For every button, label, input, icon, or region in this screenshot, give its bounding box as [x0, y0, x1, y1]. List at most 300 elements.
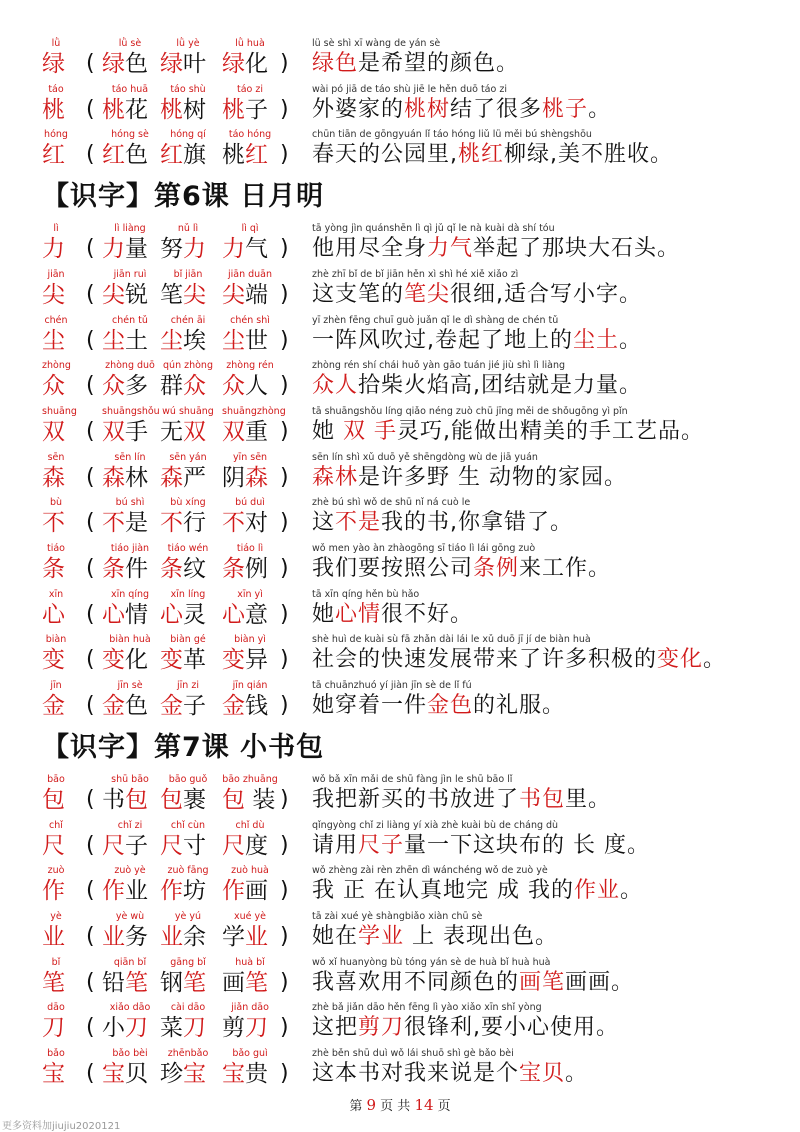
close-paren: )	[280, 510, 289, 536]
word-text	[222, 600, 268, 630]
sentence-text: 我们要按照公司	[312, 556, 474, 581]
word-char: 树	[183, 96, 206, 123]
sentence-text: 是希望的颜色。	[358, 51, 520, 76]
main-character: 红	[42, 142, 65, 169]
word-pinyin: cài dāo	[170, 1002, 206, 1014]
word-char: 刀	[125, 1015, 148, 1042]
word-pinyin: gāng bǐ	[170, 956, 206, 968]
word-char: 情	[125, 601, 148, 628]
char-pinyin: táo	[48, 83, 64, 95]
sentence-highlight: 双 手	[343, 418, 397, 444]
word-char: 林	[125, 464, 148, 491]
word-text	[102, 417, 148, 447]
vocab-row	[0, 267, 800, 311]
word-pinyin: bù xíng	[170, 497, 206, 509]
sentence-highlight: 学业	[358, 923, 405, 949]
word-char: 红	[102, 142, 125, 169]
word-char: 件	[125, 556, 148, 582]
sentence-text: 。	[619, 327, 643, 353]
sentence-pinyin: tā zài xué yè shàngbiǎo xiàn chū sè	[312, 910, 483, 922]
sentence-text: 她	[312, 601, 336, 627]
word-pinyin: chǐ cùn	[170, 819, 206, 831]
sentence-text: 我把新买的书放进了	[312, 786, 520, 812]
open-paren: (	[86, 236, 95, 262]
word-text	[222, 831, 268, 861]
word-char: 阴	[222, 464, 245, 491]
sentence-text: 春天的公园里,	[312, 142, 458, 168]
vocab-row	[0, 541, 800, 585]
word-text	[222, 49, 268, 79]
word-pinyin: yè yú	[174, 910, 202, 922]
example-sentence	[312, 831, 792, 861]
word-pinyin: lǜ sè	[118, 38, 142, 49]
sentence-pinyin: tā chuānzhuó yí jiàn jīn sè de lǐ fú	[312, 680, 472, 692]
word-char: 剪	[222, 1015, 245, 1042]
word-pinyin: sēn lín	[114, 451, 146, 463]
sentence-pinyin: wài pó jiā de táo shù jiē le hěn duō táo zi	[312, 83, 507, 95]
sentence-highlight: 桃树	[404, 96, 451, 122]
word-text	[102, 968, 148, 998]
close-paren: )	[280, 142, 289, 168]
open-paren: (	[86, 832, 95, 858]
main-character: 众	[42, 373, 65, 400]
sentence-highlight: 桃红	[458, 142, 505, 168]
example-sentence	[312, 1059, 792, 1089]
word-text	[102, 554, 148, 584]
word-pinyin: bǐ jiān	[173, 268, 203, 280]
word-char: 条	[102, 556, 125, 582]
word-pinyin: yè wù	[115, 910, 145, 922]
word-text	[102, 508, 148, 538]
word-pinyin: táo shù	[170, 83, 206, 95]
main-character: 心	[42, 601, 65, 628]
char-pinyin: bǐ	[51, 956, 61, 968]
example-sentence	[312, 280, 792, 310]
char-pinyin: lǜ	[51, 38, 61, 49]
word-text	[160, 968, 206, 998]
word-char: 变	[160, 647, 183, 674]
close-paren: )	[280, 878, 289, 904]
char-pinyin: zhòng	[42, 360, 71, 372]
main-character: 力	[42, 236, 65, 263]
word-pinyin: bú duì	[235, 497, 265, 509]
word-char: 红	[160, 142, 183, 169]
word-char: 宝	[102, 1061, 125, 1087]
open-paren: (	[86, 51, 95, 76]
word-char: 森	[102, 464, 125, 491]
word-text	[160, 371, 206, 401]
char-pinyin: lì	[53, 223, 59, 235]
word-text	[160, 417, 206, 447]
open-paren: (	[86, 647, 95, 673]
word-text	[222, 280, 268, 310]
word-char: 装	[252, 786, 276, 813]
char-pinyin: bù	[49, 497, 63, 509]
word-char: 绿	[222, 51, 245, 77]
word-char: 坊	[183, 878, 206, 905]
word-char: 尘	[102, 327, 125, 354]
word-char: 无	[160, 418, 183, 445]
main-character: 宝	[42, 1061, 65, 1087]
open-paren: (	[86, 373, 95, 399]
word-text	[222, 371, 268, 401]
char-pinyin: jiān	[47, 268, 65, 280]
vocab-row	[0, 404, 800, 448]
word-pinyin: sēn yán	[169, 451, 207, 463]
word-char: 色	[125, 51, 148, 77]
word-pinyin: xué yè	[234, 910, 266, 922]
example-sentence	[312, 508, 792, 538]
word-pinyin: zuò yè	[114, 865, 146, 877]
example-sentence	[312, 463, 792, 493]
sentence-text: 请用	[312, 832, 359, 858]
sentence-highlight: 不是	[335, 510, 382, 536]
sentence-text: 他用尽全身	[312, 236, 428, 262]
example-sentence	[312, 234, 792, 264]
word-char: 色	[125, 142, 148, 169]
close-paren: )	[280, 601, 289, 627]
sentence-text: 很锋利,要小心使用。	[404, 1015, 620, 1041]
vocab-row	[0, 127, 800, 171]
word-char: 森	[160, 464, 183, 491]
open-paren: (	[86, 923, 95, 949]
word-char: 学	[222, 923, 245, 950]
word-pinyin: zhòng rén	[226, 360, 274, 372]
word-text	[102, 371, 148, 401]
word-text	[222, 785, 275, 815]
word-text	[102, 49, 148, 79]
word-char: 手	[125, 418, 148, 445]
word-text	[222, 1059, 268, 1089]
word-char: 条	[160, 556, 183, 582]
word-char: 钱	[245, 693, 268, 720]
open-paren: (	[86, 96, 95, 122]
vocab-row	[0, 1000, 800, 1044]
word-text	[222, 140, 268, 170]
sentence-pinyin: yī zhèn fēng chuī guò juǎn qǐ le dì shàng de chén tǔ	[312, 314, 559, 326]
example-sentence	[312, 968, 792, 998]
word-char: 桃	[160, 96, 183, 123]
sentence-highlight: 条例	[473, 556, 520, 581]
word-pinyin: biàn gé	[170, 634, 206, 646]
example-sentence	[312, 785, 792, 815]
word-char: 作	[222, 878, 245, 905]
vocab-row	[0, 632, 800, 676]
word-char: 意	[245, 601, 268, 628]
word-char: 森	[245, 464, 268, 491]
char-pinyin: jīn	[50, 680, 62, 692]
vocab-row	[0, 36, 800, 80]
word-pinyin: chǐ zi	[117, 819, 143, 831]
word-char: 贵	[245, 1061, 268, 1087]
word-char: 化	[245, 51, 268, 77]
word-text	[222, 922, 268, 952]
word-pinyin: lǜ huà	[235, 38, 265, 49]
sentence-highlight: 森林	[312, 464, 359, 490]
main-character: 包	[42, 786, 65, 813]
main-character: 变	[42, 647, 65, 674]
word-char: 是	[125, 510, 148, 537]
main-character: 不	[42, 510, 65, 537]
sentence-pinyin: tā yòng jìn quánshēn lì qì jǔ qǐ le nà kuài dà shí tóu	[312, 223, 555, 235]
char-pinyin: bǎo	[47, 1048, 65, 1059]
word-char: 力	[222, 236, 245, 263]
word-pinyin: chén shì	[230, 314, 270, 326]
word-pinyin: biàn yì	[234, 634, 266, 646]
word-pinyin: tiáo lì	[236, 543, 264, 554]
sentence-text: 她在	[312, 923, 359, 949]
main-character: 金	[42, 693, 65, 720]
close-paren: )	[280, 96, 289, 122]
vocab-row	[0, 587, 800, 631]
vocab-row	[0, 909, 800, 953]
word-char: 笔	[183, 969, 206, 996]
total-page-number: 14	[414, 1096, 434, 1114]
word-text	[160, 785, 206, 815]
word-pinyin: xīn líng	[170, 588, 206, 600]
sentence-pinyin: wǒ xǐ huanyòng bù tóng yán sè de huà bǐ huà huà	[312, 956, 551, 968]
char-pinyin: shuāng	[42, 405, 77, 417]
vocab-row	[0, 358, 800, 402]
main-character: 业	[42, 923, 65, 950]
word-char: 双	[222, 418, 245, 445]
sentence-pinyin: shè huì de kuài sù fā zhǎn dài lái le xǔ duō jī jí de biàn huà	[312, 634, 591, 646]
word-char: 小	[102, 1015, 125, 1042]
word-text	[160, 140, 206, 170]
word-text	[102, 326, 148, 356]
word-pinyin: yīn sēn	[232, 451, 268, 463]
word-pinyin: bǎo bèi	[112, 1048, 148, 1059]
sentence-pinyin: zhè bú shì wǒ de shū nǐ ná cuò le	[312, 497, 471, 509]
word-text	[160, 1013, 206, 1043]
word-char: 花	[125, 96, 148, 123]
char-pinyin: biàn	[45, 634, 67, 646]
word-char: 作	[160, 878, 183, 905]
word-char: 人	[245, 373, 268, 400]
word-text	[222, 691, 268, 721]
sentence-highlight: 桃子	[542, 96, 589, 122]
close-paren: )	[280, 832, 289, 858]
open-paren: (	[86, 786, 95, 812]
word-char: 子	[183, 693, 206, 720]
word-pinyin: qiān bǐ	[113, 956, 147, 968]
sentence-text: 灵巧,能做出精美的手工艺品。	[397, 418, 704, 444]
char-pinyin: sēn	[47, 451, 65, 463]
sentence-text: 。	[588, 96, 612, 122]
word-char: 绿	[102, 51, 125, 77]
word-char: 量	[125, 236, 148, 263]
word-pinyin: chén tǔ	[112, 314, 148, 326]
sentence-text: 柳绿,美不胜收。	[504, 142, 674, 168]
sentence-text: 来工作。	[519, 556, 612, 581]
word-text	[160, 645, 206, 675]
word-pinyin: hóng qí	[170, 129, 206, 141]
sentence-pinyin: zhè bǎ jiǎn dāo hěn fēng lì yào xiǎo xīn shǐ yòng	[312, 1002, 542, 1014]
word-char: 不	[222, 510, 245, 537]
word-char: 尖	[183, 281, 206, 308]
sentence-text: 结了很多	[450, 96, 543, 122]
close-paren: )	[280, 647, 289, 673]
sentence-text: 我的书,你拿错了。	[381, 510, 574, 536]
sentence-text: 这本书对我来说是个	[312, 1061, 520, 1086]
main-character: 尘	[42, 327, 65, 354]
word-text	[160, 95, 206, 125]
word-text	[160, 463, 206, 493]
open-paren: (	[86, 327, 95, 353]
word-char: 尘	[222, 327, 245, 354]
sentence-text: 很细,适合写小字。	[450, 281, 643, 307]
close-paren: )	[280, 51, 289, 76]
word-char: 灵	[183, 601, 206, 628]
word-pinyin: huà bǐ	[235, 956, 265, 968]
word-pinyin: lì qì	[241, 223, 259, 235]
char-pinyin: zuò	[47, 865, 65, 877]
word-text	[222, 645, 268, 675]
word-char: 努	[160, 236, 183, 263]
word-pinyin: chén āi	[170, 314, 206, 326]
word-char: 旗	[183, 142, 206, 169]
word-char: 金	[102, 693, 125, 720]
word-text	[160, 600, 206, 630]
word-text	[160, 691, 206, 721]
example-sentence	[312, 876, 792, 906]
char-pinyin: dāo	[47, 1002, 65, 1014]
word-char: 红	[245, 142, 268, 169]
word-char: 多	[125, 373, 148, 400]
word-pinyin: jīn sè	[117, 680, 143, 692]
word-char: 裹	[183, 786, 206, 813]
word-char: 叶	[183, 51, 206, 77]
word-char: 菜	[160, 1015, 183, 1042]
word-pinyin: tiáo jiàn	[110, 543, 150, 554]
word-text	[160, 280, 206, 310]
sentence-highlight: 画笔	[519, 969, 566, 995]
word-char: 尘	[160, 327, 183, 354]
sentence-text: 她	[312, 418, 343, 444]
open-paren: (	[86, 281, 95, 307]
char-pinyin: yè	[50, 910, 62, 922]
word-char: 刀	[245, 1015, 268, 1042]
word-pinyin: jīn zi	[177, 680, 199, 692]
word-pinyin: jiān duān	[227, 268, 273, 280]
example-sentence	[312, 371, 792, 401]
word-char: 桃	[222, 96, 245, 123]
sentence-highlight: 笔尖	[404, 281, 451, 307]
sentence-pinyin: tā xīn qíng hěn bù hǎo	[312, 588, 420, 600]
word-char: 子	[125, 832, 148, 859]
word-pinyin: shū bāo	[111, 773, 149, 785]
sentence-pinyin: sēn lín shì xǔ duō yě shēngdòng wù de jiā yuán	[312, 451, 538, 463]
word-char: 众	[222, 373, 245, 400]
word-char: 土	[125, 327, 148, 354]
word-text	[222, 417, 268, 447]
sentence-text: 的礼服。	[473, 693, 566, 719]
word-pinyin: nǔ lì	[177, 223, 199, 235]
example-sentence	[312, 417, 792, 447]
sentence-highlight: 宝贝	[519, 1061, 566, 1086]
word-pinyin: xiǎo dāo	[109, 1002, 151, 1014]
word-char: 不	[160, 510, 183, 537]
word-char: 不	[102, 510, 125, 537]
word-text	[222, 234, 268, 264]
word-char: 业	[102, 923, 125, 950]
word-pinyin: zhòng duō	[105, 360, 155, 372]
word-char: 务	[125, 923, 148, 950]
footer-middle: 页 共	[380, 1099, 411, 1114]
sentence-pinyin: wǒ bǎ xīn mǎi de shū fàng jìn le shū bāo lǐ	[312, 773, 513, 785]
word-text	[222, 95, 268, 125]
sentence-pinyin: zhòng rén shí chái huǒ yàn gāo tuán jié jiù shì lì liàng	[312, 360, 566, 372]
sentence-text: 上 表现出色。	[404, 923, 559, 949]
word-pinyin: lì liàng	[114, 223, 146, 235]
sentence-highlight: 尺子	[358, 832, 405, 858]
sentence-text: 我 正 在认真地完 成 我的	[312, 878, 574, 904]
vocab-row	[0, 450, 800, 494]
close-paren: )	[280, 327, 289, 353]
word-char: 对	[245, 510, 268, 537]
word-char: 心	[102, 601, 125, 628]
word-char: 寸	[183, 832, 206, 859]
word-text	[102, 831, 148, 861]
word-char: 群	[160, 373, 183, 400]
word-text	[102, 234, 148, 264]
word-char: 重	[245, 418, 268, 445]
sentence-highlight: 众人	[312, 373, 359, 399]
footer-prefix: 第	[349, 1099, 363, 1114]
word-pinyin: lǜ yè	[176, 38, 200, 49]
sentence-highlight: 尘土	[573, 327, 620, 353]
word-text	[222, 1013, 268, 1043]
open-paren: (	[86, 464, 95, 490]
example-sentence	[312, 140, 792, 170]
main-character: 尖	[42, 281, 65, 308]
word-char: 书	[102, 786, 125, 813]
word-char: 革	[183, 647, 206, 674]
sentence-text: 这把	[312, 1015, 359, 1041]
word-pinyin: chǐ dù	[235, 819, 265, 831]
page-footer	[0, 1095, 800, 1114]
word-text	[102, 600, 148, 630]
word-pinyin: jīn qián	[232, 680, 268, 692]
word-pinyin: bāo zhuāng	[222, 773, 278, 785]
open-paren: (	[86, 693, 95, 719]
word-pinyin: táo zi	[236, 83, 263, 95]
word-char: 珍	[160, 1061, 183, 1087]
word-char: 笔	[245, 969, 268, 996]
word-char: 色	[125, 693, 148, 720]
word-char: 包	[222, 786, 245, 813]
char-pinyin: xīn	[48, 588, 64, 600]
open-paren: (	[86, 1015, 95, 1041]
lesson-heading: 【识字】第6课 日月明	[42, 181, 325, 213]
word-text	[102, 876, 148, 906]
word-char: 尺	[222, 832, 245, 859]
char-pinyin: chén	[44, 314, 68, 326]
word-text	[222, 554, 268, 584]
example-sentence	[312, 95, 792, 125]
word-char: 度	[245, 832, 268, 859]
word-pinyin: hóng sè	[111, 129, 149, 141]
word-pinyin: qún zhòng	[163, 360, 213, 372]
main-character: 刀	[42, 1015, 65, 1042]
main-character: 作	[42, 878, 65, 905]
word-pinyin: táo hóng	[228, 129, 272, 141]
word-char: 业	[245, 923, 268, 950]
word-char: 变	[222, 647, 245, 674]
char-pinyin: bāo	[47, 773, 65, 785]
word-char: 行	[183, 510, 206, 537]
main-character: 桃	[42, 96, 65, 123]
